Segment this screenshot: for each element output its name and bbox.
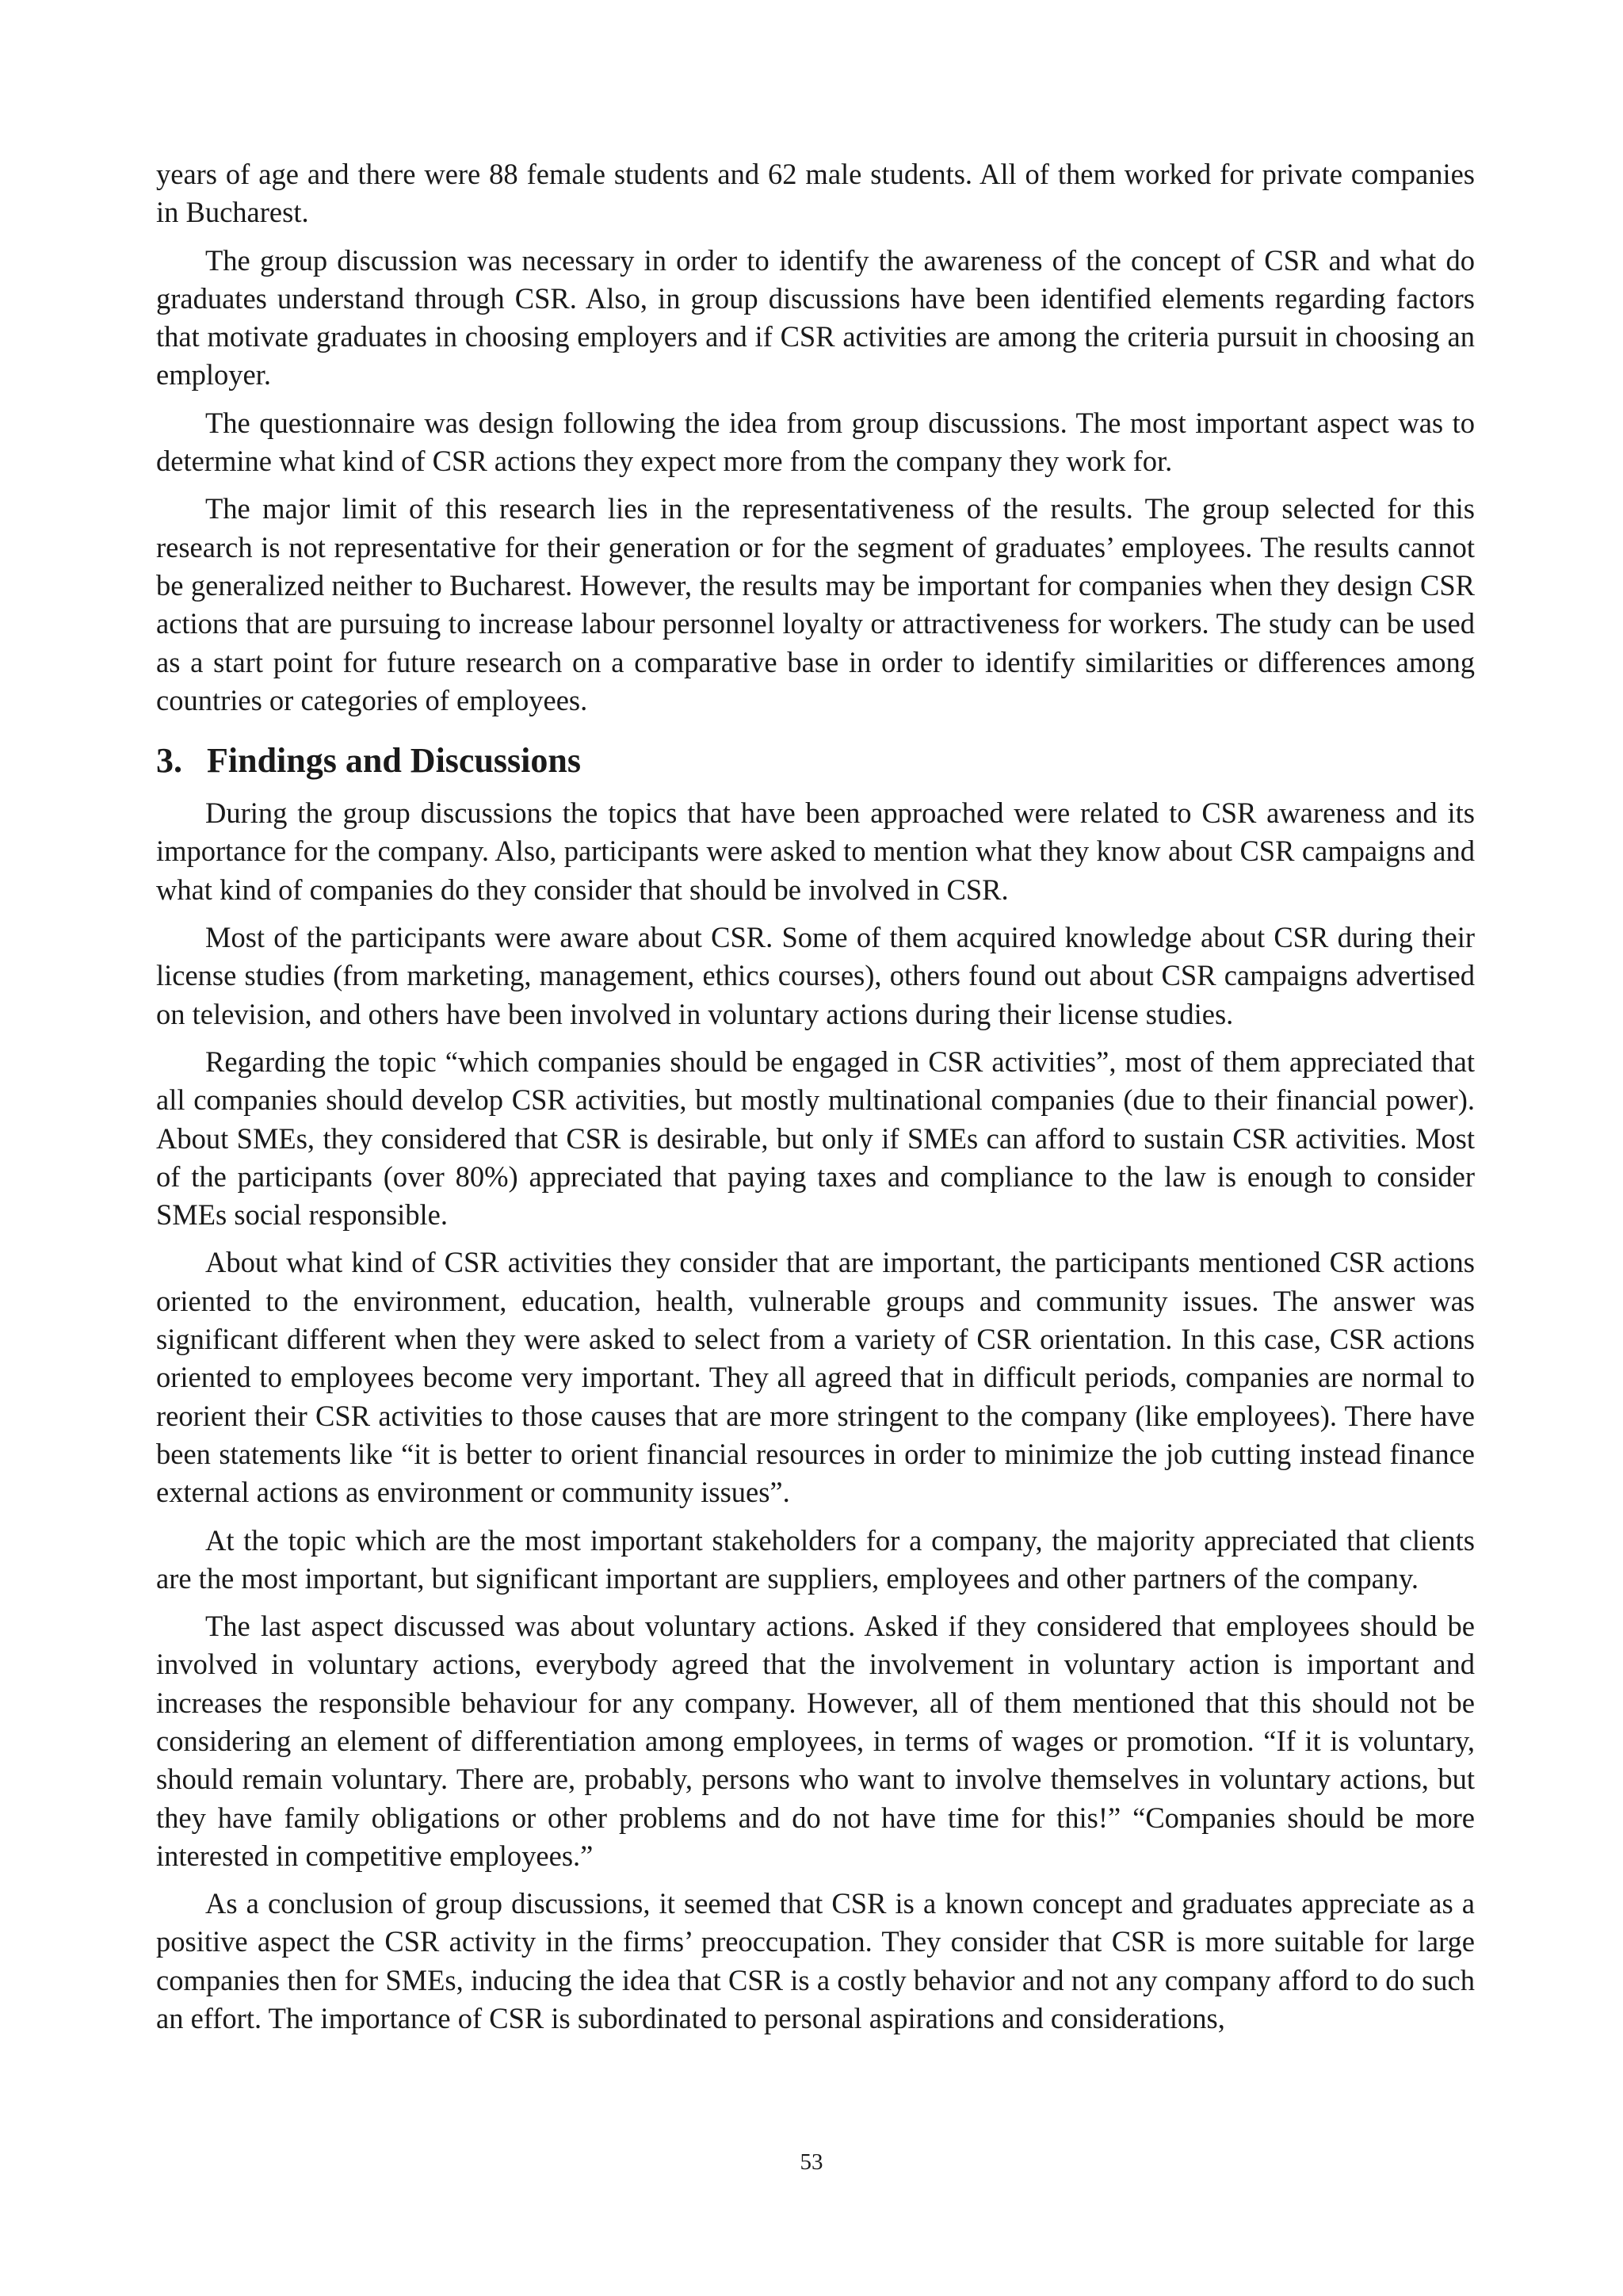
paragraph-which-companies: Regarding the topic “which companies should be engaged in CSR activities”, most of them appreciated that all companies should develop CSR activities, but mostly multinational companies (due to their financial power). About SMEs, they considered that CSR is desirable, but only if SMEs can afford to sustain CSR activities. Most of the participants (over 80%) appreciated that paying taxes and compliance to the law is enough to consider SMEs social responsible. [156,1045,1475,1232]
paragraph-continued: years of age and there were 88 female students and 62 male students. All of them worked for private companies in Bucharest. [156,158,1475,229]
page-number: 53 [800,2149,823,2175]
section-title: Findings and Discussions [207,741,581,781]
paragraph-stakeholders: At the topic which are the most important stakeholders for a company, the majority appreciated that clients are the most important, but significant important are suppliers, employees and other partners of the company. [156,1523,1475,1595]
section-number: 3. [156,741,182,781]
paragraph-voluntary-actions: The last aspect discussed was about voluntary actions. Asked if they considered that employees should be involved in voluntary actions, everybody agreed that the involvement in voluntary action is important and increases the responsible behaviour for any company. However, all of them mentioned that this should not be considering an element of differentiation among employees, in terms of wages or promotion. “If it is voluntary, should remain voluntary. There are, probably, persons who want to involve themselves in voluntary actions, but they have family obligations or other problems and do not have time for this!” “Companies should be more interested in competitive employees.” [156,1610,1475,1872]
paragraph-awareness: Most of the participants were aware about CSR. Some of them acquired knowledge about CSR during their license studies (from marketing, management, ethics courses), others found out about CSR campaigns advertised on television, and others have been involved in voluntary actions during their license studies. [156,921,1475,1030]
paragraph-topics: During the group discussions the topics that have been approached were related to CSR awareness and its importance for the company. Also, participants were asked to mention what they know about CSR campaigns and what kind of companies do they consider that should be involved in CSR. [156,797,1475,906]
section-heading [156,739,1475,783]
paragraph-conclusion: As a conclusion of group discussions, it seemed that CSR is a known concept and graduates appreciate as a positive aspect the CSR activity in the firms’ preoccupation. They consider that CSR is more suitable for large companies then for SMEs, inducing the idea that CSR is a costly behavior and not any company afford to do such an effort. The importance of CSR is subordinated to personal aspirations and considerations, [156,1887,1475,2035]
page-body [156,155,1475,2047]
paragraph-questionnaire: The questionnaire was design following the idea from group discussions. The most important aspect was to determine what kind of CSR actions they expect more from the company they work for. [156,406,1475,478]
paragraph-research-limit: The major limit of this research lies in the representativeness of the results. The group selected for this research is not representative for their generation or for the segment of graduates’ employees. The results cannot be generalized neither to Bucharest. However, the results may be important for companies when they design CSR actions that are pursuing to increase labour personnel loyalty or attractiveness for workers. The study can be used as a start point for future research on a comparative base in order to identify similarities or differences among countries or categories of employees. [156,492,1475,716]
paragraph-group-discussion: The group discussion was necessary in order to identify the awareness of the concept of CSR and what do graduates understand through CSR. Also, in group discussions have been identified elements regarding factors that motivate graduates in choosing employers and if CSR activities are among the criteria pursuit in choosing an employer. [156,243,1475,392]
paragraph-csr-activities: About what kind of CSR activities they consider that are important, the participants mentioned CSR actions oriented to the environment, education, health, vulnerable groups and community issues. The answer was significant different when they were asked to select from a variety of CSR orientation. In this case, CSR actions oriented to employees become very important. They all agreed that in difficult periods, companies are normal to reorient their CSR activities to those causes that are more stringent to the company (like employees). There have been statements like “it is better to orient financial resources in order to minimize the job cutting instead finance external actions as environment or community issues”. [156,1246,1475,1509]
